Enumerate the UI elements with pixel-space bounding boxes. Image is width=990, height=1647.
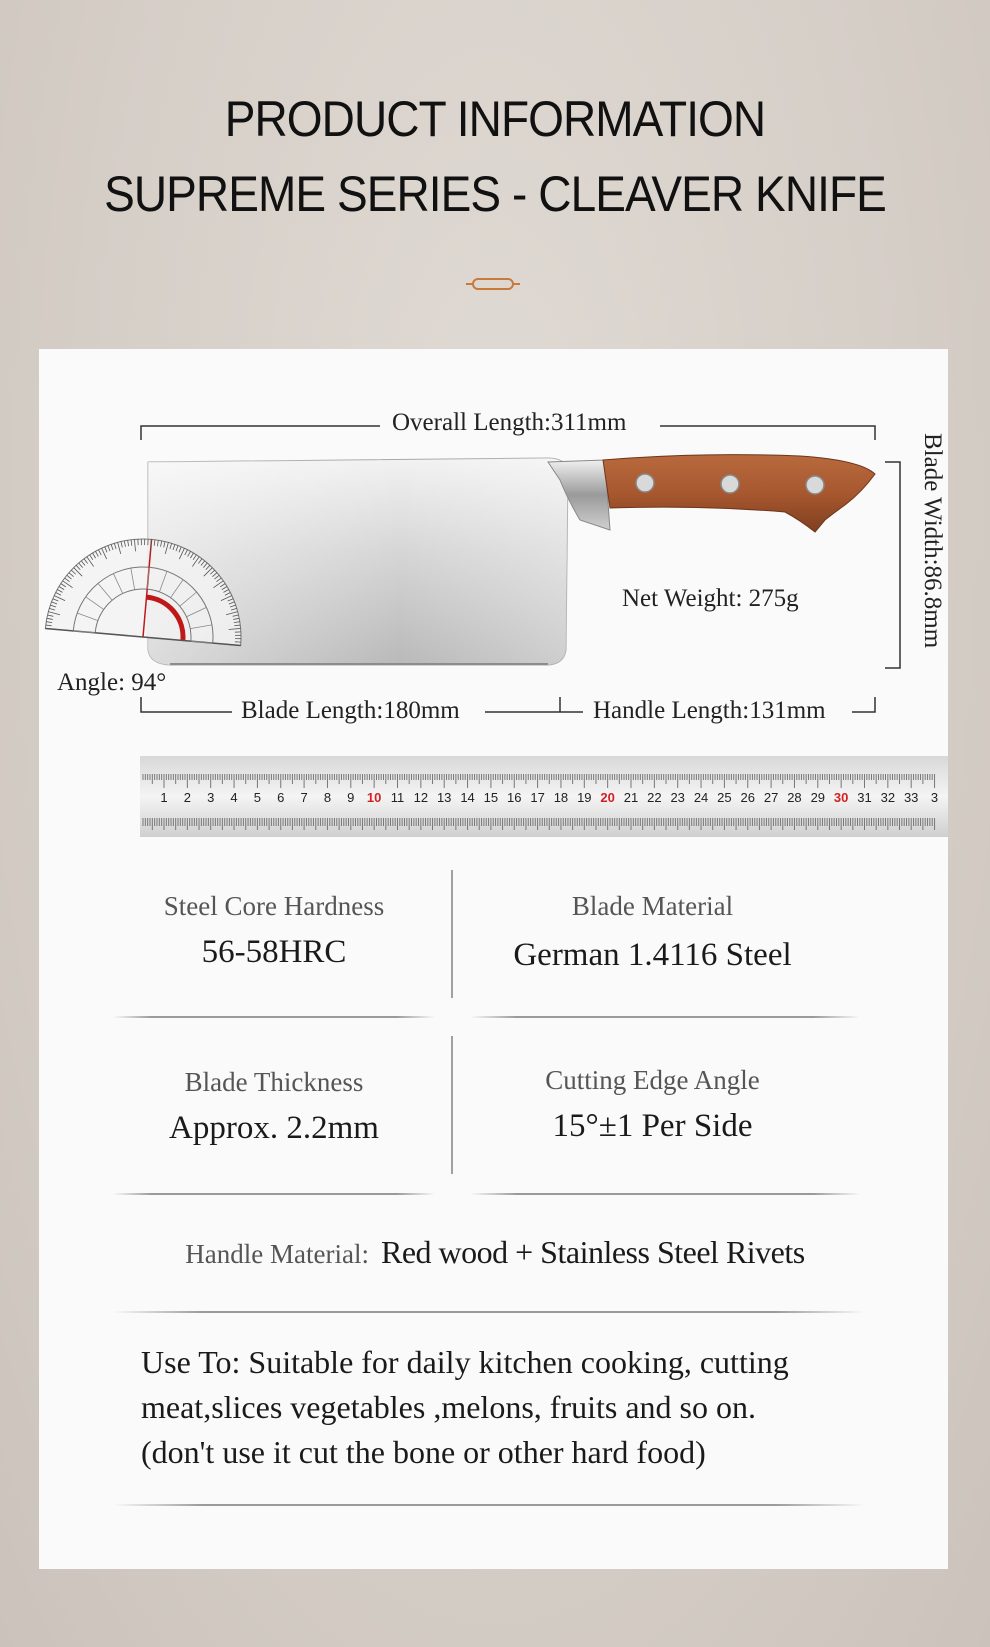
page-subtitle: SUPREME SERIES - CLEAVER KNIFE [104, 166, 886, 222]
material-label: Blade Material [571, 891, 734, 921]
protractor-tick [235, 638, 241, 639]
thickness-label: Blade Thickness [184, 1067, 364, 1097]
ruler [140, 756, 948, 837]
thickness-value: Approx. 2.2mm [169, 1110, 379, 1146]
protractor-tick [148, 539, 149, 545]
ruler-number: 20 [600, 790, 615, 805]
spec-divider-1a [113, 1016, 435, 1018]
spec-divider-2b [470, 1193, 860, 1195]
usage-line-1: Use To: Suitable for daily kitchen cooking, cutting [141, 1344, 789, 1380]
hardness-value: 56-58HRC [201, 934, 347, 970]
blade-width-bracket [885, 462, 900, 668]
usage-divider [113, 1504, 865, 1506]
ruler-number: 1 [160, 790, 168, 805]
ruler-number: 19 [577, 790, 592, 805]
spec-divider-vertical-2 [451, 1036, 453, 1174]
overall-length-label: Overall Length:311mm [392, 409, 627, 436]
ruler-number: 4 [230, 790, 238, 805]
ruler-number: 10 [366, 790, 382, 805]
ruler-number: 31 [857, 790, 872, 805]
handle [603, 455, 875, 532]
ruler-number: 22 [647, 790, 662, 805]
ruler-number: 13 [436, 790, 452, 805]
ruler-number: 16 [507, 790, 522, 805]
ruler-number: 28 [787, 790, 802, 805]
spec-divider-1b [470, 1016, 860, 1018]
blade-length-label: Blade Length:180mm [241, 697, 460, 724]
spec-divider-3 [113, 1311, 865, 1313]
ruler-number: 24 [693, 790, 709, 805]
usage-text [141, 1340, 901, 1475]
ruler-number: 14 [460, 790, 475, 805]
ruler-number: 11 [390, 790, 405, 805]
ruler-number: 21 [623, 790, 639, 805]
protractor-tick [144, 539, 145, 545]
ruler-number: 27 [763, 790, 779, 805]
ruler-number: 2 [183, 790, 191, 805]
protractor-tick [235, 642, 241, 643]
ruler-number: 9 [347, 790, 355, 805]
usage-line-3: (don't use it cut the bone or other hard food) [141, 1434, 706, 1470]
ruler-number: 5 [253, 790, 262, 805]
ruler-number: 25 [717, 790, 732, 805]
ruler-number: 23 [670, 790, 685, 805]
handle-length-label: Handle Length:131mm [593, 697, 826, 724]
ruler-number: 30 [833, 790, 849, 805]
ruler-number: 6 [277, 790, 285, 805]
handle-material-value: Red wood + Stainless Steel Rivets [380, 1234, 805, 1270]
handle-material-row [0, 1234, 990, 1271]
page-title: PRODUCT INFORMATION [224, 91, 766, 147]
angle-label: Angle: 94° [57, 669, 167, 696]
hardness-label: Steel Core Hardness [163, 891, 385, 921]
ruler-number: 32 [880, 790, 896, 805]
spec-divider-vertical-1 [451, 870, 453, 998]
ruler-number: 15 [483, 790, 499, 805]
handle-material-label: Handle Material: [185, 1239, 369, 1269]
ruler-number: 3 [207, 790, 215, 805]
ruler-number: 7 [300, 790, 308, 805]
material-value: German 1.4116 Steel [513, 937, 792, 973]
ruler-number: 33 [903, 790, 919, 805]
ruler-number: 17 [530, 790, 545, 805]
usage-line-2: meat,slices vegetables ,melons, fruits and so on. [141, 1389, 756, 1425]
ruler-number: 3 [930, 790, 939, 805]
blade-width-label: Blade Width:86.8mm [919, 433, 946, 649]
net-weight-label: Net Weight: 275g [622, 585, 799, 612]
edge-angle-label: Cutting Edge Angle [545, 1065, 760, 1095]
ruler-number: 29 [810, 790, 826, 805]
spec-divider-2a [113, 1193, 435, 1195]
ruler-number: 8 [323, 790, 332, 805]
ruler-number: 18 [553, 790, 569, 805]
ruler-number: 12 [413, 790, 429, 805]
edge-angle-value: 15°±1 Per Side [552, 1108, 753, 1144]
ruler-number: 26 [740, 790, 755, 805]
